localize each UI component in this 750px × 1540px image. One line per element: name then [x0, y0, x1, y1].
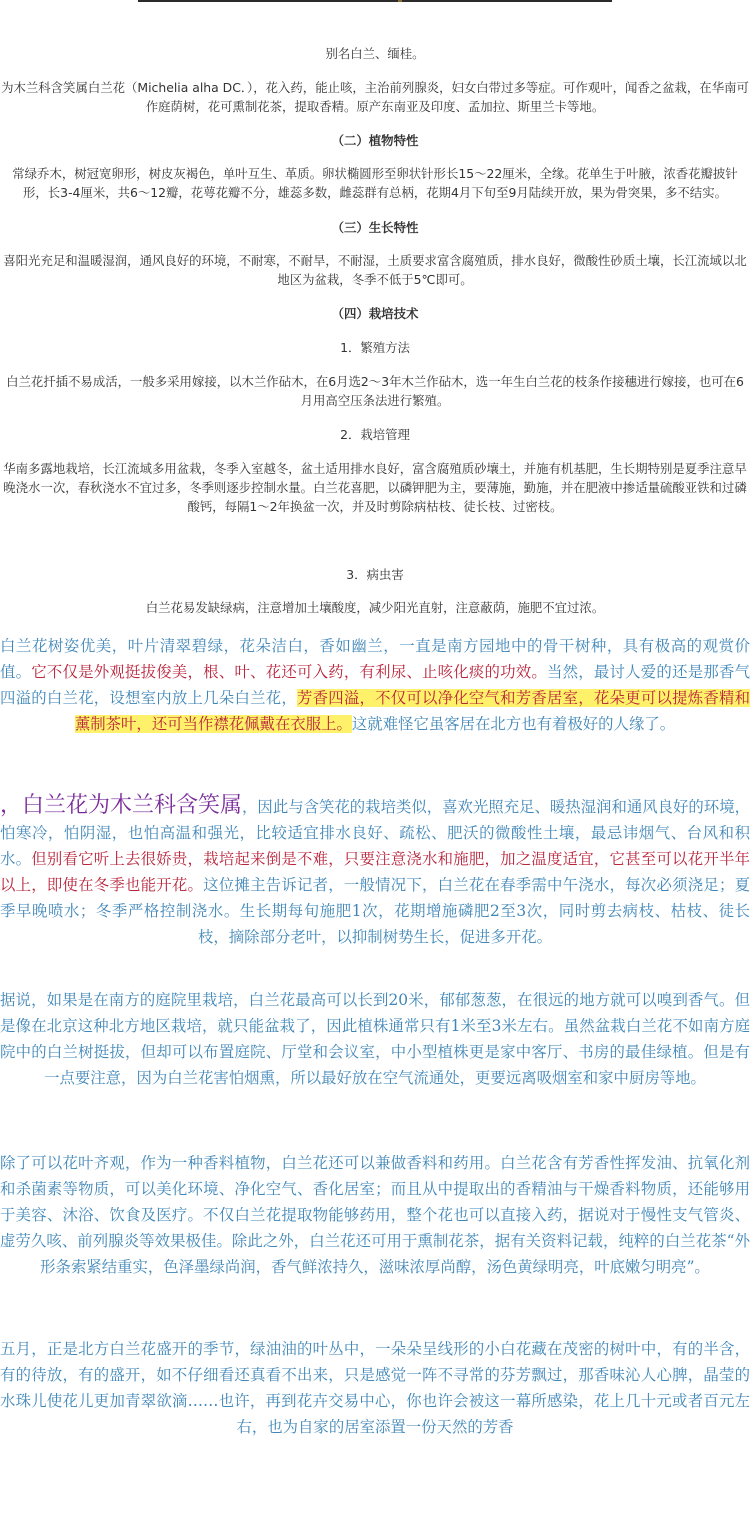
para1-medicinal: 它不仅是外观挺拔俊美，根、叶、花还可入药，有利尿、止咳化痰的功效。: [31, 663, 548, 681]
pests-paragraph: 白兰花易发缺绿病，注意增加土壤酸度，减少阳光直射，注意蔽荫，施肥不宜过浓。: [145, 600, 605, 615]
para2-habits: ，因此与含笑花的栽培类似，喜欢光照充足、暖热湿润和通风良好的环境，怕寒冷，怕阴湿，也怕高温和强光，比较适宜排水良好、疏松、肥沃的微酸性土壤，最忌讳烟气、台风和积水。: [0, 798, 750, 868]
article-paragraph-1: [0, 633, 750, 737]
article-paragraph-5: 五月，正是北方白兰花盛开的季节，绿油油的叶丛中，一朵朵呈线形的小白花藏在茂密的树叶中，有的半含，有的待放，有的盛开，如不仔细看还真看不出来，只是感觉一阵不寻常的芬芳飘过，那香味沁人心脾，晶莹的水珠儿使花儿更加青翠欲滴……也许，再到花卉交易中心，你也许会被这一幕所感染，花上几十元或者百元左右，也为自家的居室添置一份天然的芳香: [0, 1340, 750, 1436]
article-paragraph-3: 据说，如果是在南方的庭院里栽培，白兰花最高可以长到20米，郁郁葱葱，在很远的地方就可以嗅到香气。但是像在北京这种北方地区栽培，就只能盆栽了，因此植株通常只有1米至3米左右。虽然盆栽白兰花不如南方庭院中的白兰树挺拔，但却可以布置庭院、厅堂和会议室，中小型植株更是家中客厅、书房的最佳绿植。但是有一点要注意，因为白兰花害怕烟熏，所以最好放在空气流通处，更要远离吸烟室和家中厨房等地。: [0, 991, 750, 1087]
article-paragraph-2: [0, 793, 750, 950]
para1-closing: 这就难怪它虽客居在北方也有着极好的人缘了。: [351, 715, 676, 733]
growth-traits-paragraph: 喜阳光充足和温暖湿润，通风良好的环境，不耐寒，不耐旱，不耐湿，土质要求富含腐殖质，排水良好，微酸性砂质土壤，长江流域以北地区为盆栽，冬季不低于5℃即可。: [3, 253, 747, 287]
para1-fragrance: 当然，最讨人爱的还是那香气四溢的白兰花，设想室内放上几朵白兰花，: [0, 663, 750, 707]
alias-line: 别名白兰、缅桂。: [325, 46, 425, 61]
para1-highlight: 芳香四溢，不仅可以净化空气和芳香居室，花朵更可以提炼香精和薰制茶叶，还可当作襟花佩戴在衣服上。: [74, 689, 750, 733]
article-paragraph-4: 除了可以花叶齐观，作为一种香料植物，白兰花还可以兼做香料和药用。白兰花含有芳香性挥发油、抗氧化剂和杀菌素等物质，可以美化环境、净化空气、香化居室；而且从中提取出的香精油与干燥香料物质，还能够用于美容、沐浴、饮食及医疗。不仅白兰花提取物能够药用，整个花也可以直接入药，据说对于慢性支气管炎、虚劳久咳、前列腺炎等效果极佳。除此之外，白兰花还可用于熏制花茶，据有关资料记载，纯粹的白兰花茶“外形条索紧结重实，色泽墨绿尚润，香气鲜浓持久，滋味浓厚尚醇，汤色黄绿明亮，叶底嫩匀明亮”。: [0, 1154, 750, 1276]
intro-paragraph: 为木兰科含笑属白兰花（Michelia alha DC．），花入药，能止咳，主治前列腺炎，妇女白带过多等症。可作观叶，闻香之盆栽，在华南可作庭荫树，花可熏制花茶，提取香精。原产东南亚及印度、孟加拉、斯里兰卡等地。: [1, 80, 749, 114]
para2-lead: ，白兰花为木兰科含笑属: [0, 793, 243, 818]
heading-cultivation: （四）栽培技术: [331, 306, 419, 321]
plant-traits-paragraph: 常绿乔木，树冠宽卵形，树皮灰褐色，单叶互生、革质。卵状椭圆形至卵状针形长15～22厘米，全缘。花单生于叶腋，浓香花瓣披针形，长3-4厘米，共6～12瓣，花萼花瓣不分，雄蕊多数，雌蕊群有总柄，花期4月下旬至9月陆续开放，果为骨突果，多不结实。: [12, 166, 738, 200]
para2-easy-care: 但别看它听上去很娇贵，栽培起来倒是不难，只要注意浇水和施肥，加之温度适宜，它甚至可以花开半年以上，即使在冬季也能开花。: [0, 850, 750, 894]
propagation-paragraph: 白兰花扦插不易成活，一般多采用嫁接，以木兰作砧木，在6月选2～3年木兰作砧木，选一年生白兰花的枝条作接穗进行嫁接，也可在6月用高空压条法进行繁殖。: [6, 374, 744, 408]
subheading-pests: 3．病虫害: [346, 567, 404, 582]
heading-plant-traits: （二）植物特性: [331, 133, 419, 148]
heading-growth-traits: （三）生长特性: [331, 220, 419, 235]
subheading-management: 2．栽培管理: [340, 427, 410, 442]
top-divider: [138, 0, 612, 2]
para1-intro: 白兰花树姿优美，叶片清翠碧绿，花朵洁白，香如幽兰，一直是南方园地中的骨干树种，具有极高的观赏价值。: [0, 637, 750, 681]
subheading-propagation: 1．繁殖方法: [340, 340, 410, 355]
management-paragraph: 华南多露地栽培，长江流域多用盆栽，冬季入室越冬，盆土适用排水良好，富含腐殖质砂壤土，并施有机基肥，生长期特别是夏季注意早晚浇水一次，春秋浇水不宜过多，冬季则逐步控制水量。白兰花喜肥，以磷钾肥为主，要薄施，勤施，并在肥液中掺适量硫酸亚铁和过磷酸钙，每隔1～2年换盆一次，并及时剪除病枯枝、徒长枝、过密枝。: [3, 461, 747, 514]
para2-watering: 这位摊主告诉记者，一般情况下，白兰花在春季需中午浇水，每次必须浇足；夏季早晚喷水；冬季严格控制浇水。生长期每旬施肥1次，花期增施磷肥2至3次，同时剪去病枝、枯枝、徒长枝，摘除部分老叶，以抑制树势生长，促进多开花。: [0, 876, 750, 946]
